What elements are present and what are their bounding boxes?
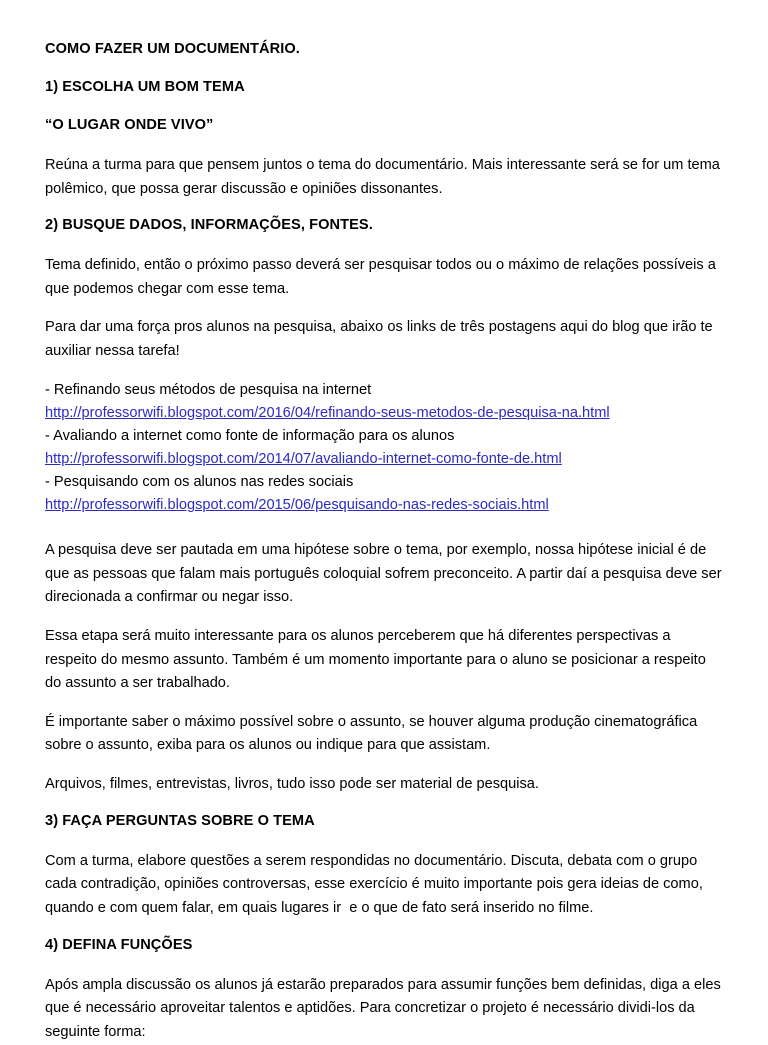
paragraph-questions: Com a turma, elabore questões a serem respondidas no documentário. Discuta, debata com o grupo cada contradição, opiniões controversas, esse exercício é muito importante pois gera ideias de como, quando e com quem falar, em quais lugares ir e o que de fato será inserido no filme. [45,852,707,917]
spacer [45,135,723,154]
paragraph-production: É importante saber o máximo possível sobre o assunto, se houver alguma produção cinematográfica sobre o assunto, exiba para os alunos ou indique para que assistam. [45,713,702,754]
spacer [45,59,723,78]
link-caption: - Pesquisando com os alunos nas redes sociais [45,473,354,490]
document-body [45,40,726,1045]
spacer [45,364,723,379]
resource-link[interactable]: http://professorwifi.blogspot.com/2016/04/refinando-seus-metodos-de-pesquisa-na.html [45,404,610,421]
spacer [45,610,723,625]
spacer [45,758,723,773]
resource-link-list [45,379,723,517]
paragraph-hypothesis: A pesquisa deve ser pautada em uma hipótese sobre o tema, por exemplo, nossa hipótese inicial é de que as pessoas que falam mais português coloquial sofrem preconceito. A partir daí a pesquisa deve ser direcionada a confirmar ou negar isso. [45,542,726,606]
resource-link[interactable]: http://professorwifi.blogspot.com/2015/06/pesquisando-nas-redes-sociais.html [45,496,549,513]
spacer [45,831,723,850]
spacer [45,921,723,936]
link-caption: - Refinando seus métodos de pesquisa na internet [45,381,372,398]
spacer [45,797,723,812]
spacer [45,97,723,116]
paragraph-materials: Arquivos, filmes, entrevistas, livros, tudo isso pode ser material de pesquisa. [45,776,539,793]
heading-step-1: 1) ESCOLHA UM BOM TEMA [45,78,245,95]
spacer [45,235,723,254]
paragraph-research: Tema definido, então o próximo passo deverá ser pesquisar todos ou o máximo de relações possíveis a que podemos chegar com esse tema. [45,257,720,297]
heading-step-3: 3) FAÇA PERGUNTAS SOBRE O TEMA [45,812,315,829]
page-title: COMO FAZER UM DOCUMENTÁRIO. [45,41,300,57]
heading-step-4: 4) DEFINA FUNÇÕES [45,936,193,953]
link-caption: - Avaliando a internet como fonte de informação para os alunos [45,427,455,444]
spacer [45,201,723,216]
spacer [45,955,723,974]
paragraph-theme: Reúna a turma para que pensem juntos o tema do documentário. Mais interessante será se for um tema polêmico, que possa gerar discussão e opiniões dissonantes. [45,156,724,197]
paragraph-links-intro: Para dar uma força pros alunos na pesquisa, abaixo os links de três postagens aqui do blog que irão te auxiliar nessa tarefa! [45,319,717,360]
spacer [45,517,723,539]
heading-step-2: 2) BUSQUE DADOS, INFORMAÇÕES, FONTES. [45,217,373,234]
heading-theme-quote: “O LUGAR ONDE VIVO” [45,116,214,133]
paragraph-roles: Após ampla discussão os alunos já estarão preparados para assumir funções bem definidas, diga a eles que é necessário aproveitar talentos e aptidões. Para concretizar o projeto é necessário dividi-los da seguinte forma: [45,976,725,1040]
spacer [45,696,723,711]
resource-link[interactable]: http://professorwifi.blogspot.com/2014/07/avaliando-internet-como-fonte-de.html [45,450,562,467]
paragraph-perspectives: Essa etapa será muito interessante para os alunos perceberem que há diferentes perspectivas a respeito do mesmo assunto. Também é um momento importante para o aluno se posicionar a respeito do assunto a ser trabalhado. [45,627,710,692]
spacer [45,301,723,316]
